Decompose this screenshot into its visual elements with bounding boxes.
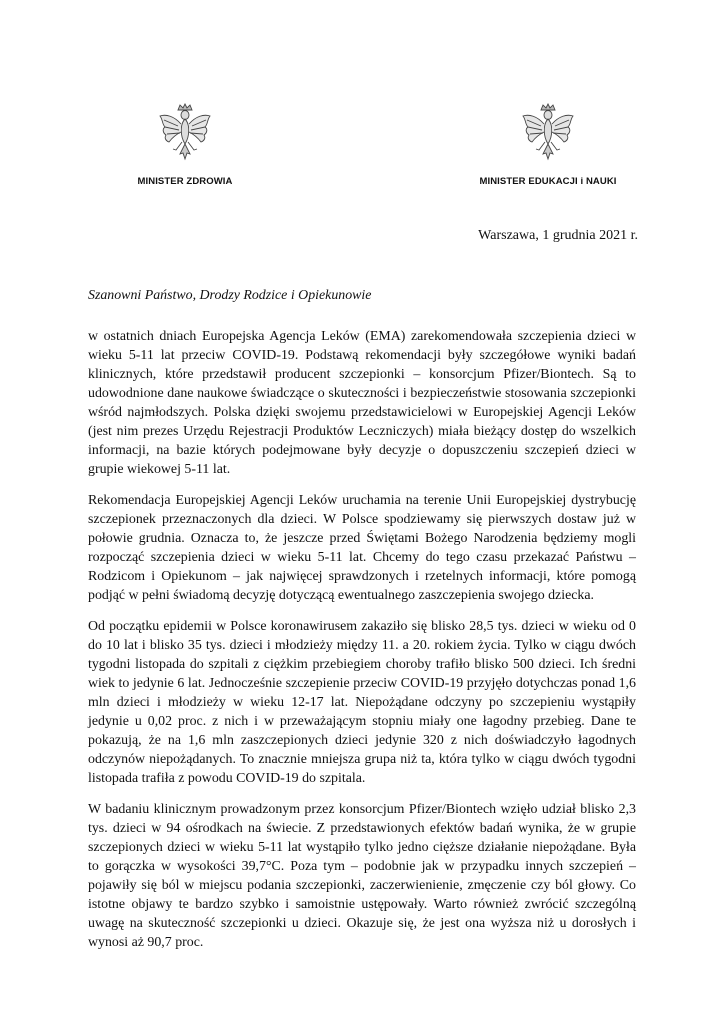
paragraph-clinical-trial: W badaniu klinicznym prowadzonym przez konsorcjum Pfizer/Biontech wzięło udział blisko 2,3 tys. dzieci w 94 ośrodkach na świecie. Z przedstawionych efektów badań wynika, że w grupie szczepionych dzieci w wieku 5-11 lat wystąpiło tylko jedno cięższe działanie niepożądane. Była to gorączka w wysokości 39,7°C. Poza tym – podobnie jak w przypadku innych szczepień – pojawiły się ból w miejscu podania szczepionki, zaczerwienienie, zmęczenie czy ból głowy. Co istotne objawy te bardzo szybko i samoistnie ustępowały. Warto również zwrócić szczególną uwagę na skuteczność szczepionki u dzieci. Okazuje się, że jest ona wyższa niż u dorosłych i wynosi aż 90,7 proc. <box>88 802 636 950</box>
paragraph-ema-recommendation: w ostatnich dniach Europejska Agencja Leków (EMA) zarekomendowała szczepienia dzieci w wieku 5-11 lat przeciw COVID-19. Podstawą rekomendacji były szczegółowe wyniki badań klinicznych, które przedstawił producent szczepionki – konsorcjum Pfizer/Biontech. Są to udowodnione dane naukowe świadczące o skuteczności i bezpieczeństwie stosowania szczepionki wśród najmłodszych. Polska dzięki swojemu przedstawicielowi w Europejskiej Agencji Leków (jest nim prezes Urzędu Rejestracji Produktów Leczniczych) miała bieżący dostęp do wszelkich informacji, na bazie których podejmowane były decyzje o dopuszczeniu szczepień dzieci w grupie wiekowej 5-11 lat. <box>88 329 636 477</box>
letter-body <box>88 286 636 964</box>
paragraph-epidemic-statistics: Od początku epidemii w Polsce koronawirusem zakaziło się blisko 28,5 tys. dzieci w wieku od 0 do 10 lat i blisko 35 tys. dzieci i młodzieży między 11. a 20. rokiem życia. Tylko w ciągu dwóch tygodni listopada do szpitali z ciężkim przebiegiem choroby trafiło blisko 500 dzieci. Ich średni wiek to jedynie 6 lat. Jednocześnie szczepienie przeciw COVID-19 przyjęło dotychczas ponad 1,6 mln dzieci i młodzieży w wieku 12-17 lat. Niepożądane odczyny po szczepieniu wystąpiły jedynie u 0,02 proc. z nich i w przeważającym stopniu miały one łagodny przebieg. Dane te pokazują, że na 1,6 mln zaszczepionych dzieci jedynie 320 z nich doświadczyło łagodnych odczynów niepożądanych. To znacznie mniejsza grupa niż ta, która tylko w ciągu dwóch tygodni listopada trafiła z powodu COVID-19 do szpitala. <box>88 619 636 786</box>
letter-date: Warszawa, 1 grudnia 2021 r. <box>478 228 638 243</box>
paragraph-distribution: Rekomendacja Europejskiej Agencji Leków uruchamia na terenie Unii Europejskiej dystrybucję szczepionek przeznaczonych dla dzieci. W Polsce spodziewamy się pierwszych dostaw już w połowie grudnia. Oznacza to, że jeszcze przed Świętami Bożego Narodzenia będziemy mogli rozpocząć szczepienia dzieci w wieku 5-11 lat. Chcemy do tego czasu przekazać Państwu – Rodzicom i Opiekunom – jak najwięcej sprawdzonych i rzetelnych informacji, które pomogą podjąć w pełni świadomą decyzję dotyczącą ewentualnego zaszczepienia swojego dziecka. <box>88 493 636 603</box>
white-eagle-emblem-icon <box>156 102 214 164</box>
eagle-emblem-graphic-right <box>519 102 577 164</box>
white-eagle-emblem-icon <box>519 102 577 164</box>
eagle-emblem-graphic-left <box>156 102 214 164</box>
ministry-of-education-title: MINISTER EDUKACJI i NAUKI <box>479 176 617 187</box>
ministry-of-health-title: MINISTER ZDROWIA <box>137 176 233 187</box>
letter-salutation: Szanowni Państwo, Drodzy Rodzice i Opiekunowie <box>88 288 372 303</box>
